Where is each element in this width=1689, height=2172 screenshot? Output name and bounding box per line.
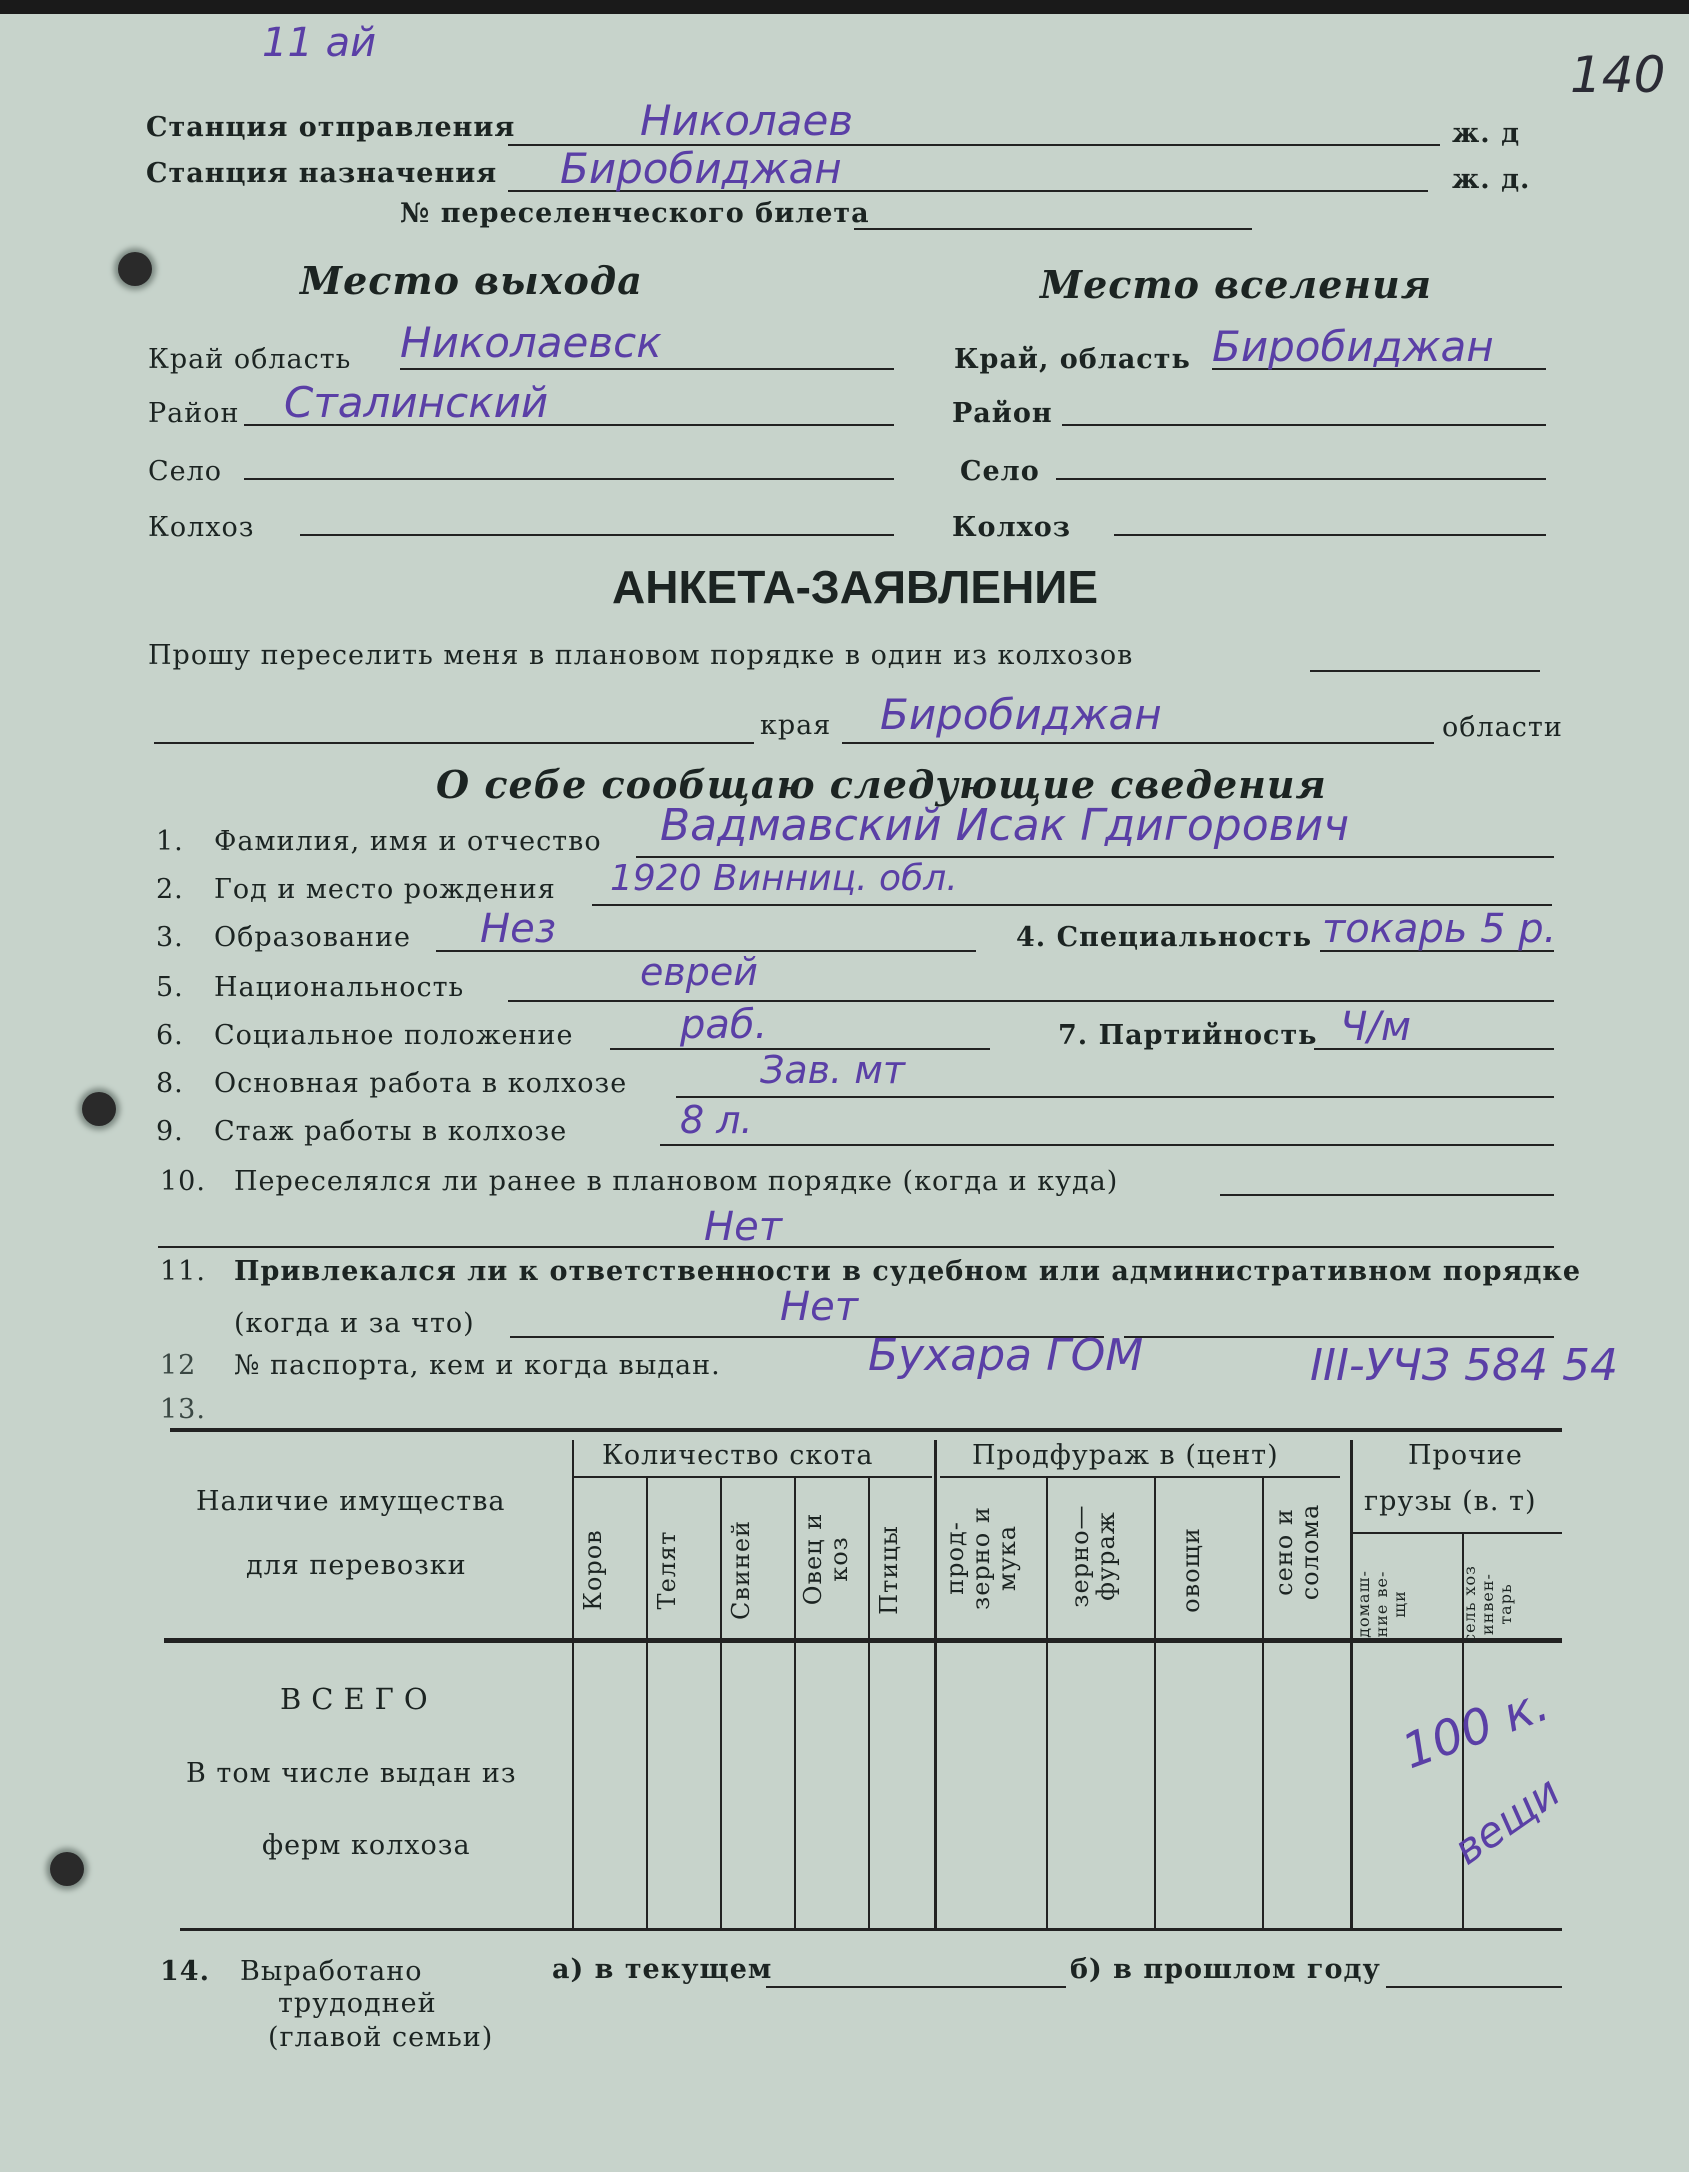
q8-label: Основная работа в колхозе [214, 1068, 628, 1099]
col-divider-4 [794, 1476, 796, 1928]
group-line-feed [940, 1476, 1340, 1478]
q5-line [508, 1000, 1554, 1002]
q9-line [660, 1144, 1554, 1146]
punch-hole-1 [118, 252, 152, 286]
q9-num: 9. [156, 1116, 184, 1147]
ticket-line [854, 228, 1252, 230]
q3-value: Нез [480, 906, 556, 952]
village-label-right: Село [960, 456, 1040, 487]
q4-label: 4. Специальность [1016, 922, 1313, 953]
q8-value: Зав. мт [760, 1048, 906, 1092]
row-header-1: Наличие имущества [196, 1486, 506, 1517]
q1-value: Вадмавский Исак Гдигорович [660, 800, 1350, 851]
issued-label-2: ферм колхоза [262, 1830, 471, 1861]
row-header-2: для перевозки [246, 1550, 467, 1581]
q6-value: раб. [680, 1002, 768, 1048]
q14-current-line [766, 1986, 1066, 1988]
q2-value: 1920 Винниц. обл. [610, 858, 958, 899]
q11-line-b [1124, 1336, 1554, 1338]
q9-label: Стаж работы в колхозе [214, 1116, 568, 1147]
rail-suffix-2: ж. д. [1452, 164, 1531, 195]
region-value-left: Николаевск [400, 318, 662, 367]
region-label-left: Край область [148, 344, 352, 375]
q14-num: 14. [160, 1956, 210, 1987]
q10-value: Нет [704, 1204, 782, 1250]
group-livestock: Количество скота [602, 1440, 874, 1471]
q2-label: Год и место рождения [214, 874, 556, 905]
station-departure-label: Станция отправления [146, 112, 516, 143]
total-label: ВСЕГО [280, 1682, 438, 1716]
issued-label-1: В том числе выдан из [186, 1758, 517, 1789]
q12-label: № паспорта, кем и когда выдан. [234, 1350, 721, 1381]
col-divider-8 [1154, 1476, 1156, 1928]
region-label-right: Край, область [954, 344, 1191, 375]
district-label-left: Район [148, 398, 240, 429]
corner-note: 11 ай [262, 20, 377, 66]
col-divider-9 [1262, 1476, 1264, 1928]
group-feed: Продфураж в (цент) [972, 1440, 1279, 1471]
district-value-left: Сталинский [284, 378, 549, 427]
col-grain-food: прод- зерно и мука [941, 1506, 1021, 1610]
q14-label-c: (главой семьи) [268, 2022, 494, 2053]
left-heading: Место выхода [300, 258, 643, 303]
q5-num: 5. [156, 972, 184, 1003]
q7-label: 7. Партийность [1058, 1020, 1318, 1051]
kolkhoz-line-right [1114, 534, 1546, 536]
col-birds: Птицы [875, 1525, 903, 1615]
group-line-livestock [574, 1476, 932, 1478]
kolkhoz-line-left [300, 534, 894, 536]
q3-num: 3. [156, 922, 184, 953]
q8-line [676, 1096, 1554, 1098]
col-divider-2 [646, 1476, 648, 1928]
q13-num: 13. [160, 1394, 206, 1425]
kolkhoz-label-right: Колхоз [952, 512, 1071, 543]
col-divider-3 [720, 1476, 722, 1928]
q10-line-2 [158, 1246, 1554, 1248]
q10-label: Переселялся ли ранее в плановом порядке (когда и куда) [234, 1166, 1119, 1197]
kolkhoz-label-left: Колхоз [148, 512, 255, 543]
request-text: Прошу переселить меня в плановом порядке в один из колхозов [148, 640, 1134, 671]
q1-num: 1. [156, 826, 184, 857]
station-departure-value: Николаев [640, 96, 854, 145]
q9-value: 8 л. [680, 1098, 753, 1142]
col-veg: овощи [1177, 1527, 1205, 1613]
q4-value: токарь 5 р. [1322, 906, 1557, 952]
kray-line [154, 742, 754, 744]
q11-num: 11. [160, 1256, 206, 1287]
q14-prev-line [1386, 1986, 1562, 1988]
col-hay: сено и солома [1270, 1503, 1324, 1601]
village-label-left: Село [148, 456, 223, 487]
rail-suffix-1: ж. д [1452, 118, 1521, 149]
table-top-border [170, 1428, 1562, 1432]
q2-num: 2. [156, 874, 184, 905]
request-line [1310, 670, 1540, 672]
group-line-other [1350, 1532, 1562, 1534]
cargo-amount: 100 к. [1394, 1675, 1557, 1781]
col-household: домаш- ние ве- щи [1354, 1570, 1409, 1638]
oblast-label: области [1442, 712, 1563, 743]
q6-num: 6. [156, 1020, 184, 1051]
col-calves: Телят [653, 1530, 681, 1610]
cargo-type: вещи [1444, 1766, 1569, 1875]
col-pigs: Свиней [727, 1519, 755, 1621]
q11-label: Привлекался ли к ответственности в судебном или административном порядке [234, 1256, 1582, 1287]
q14-label-a: Выработано [240, 1956, 423, 1987]
info-heading: О себе сообщаю следующие сведения [436, 762, 1327, 807]
col-grain-feed: зерно— фураж [1066, 1504, 1120, 1608]
col-cows: Коров [579, 1529, 607, 1611]
col-divider-1 [572, 1440, 574, 1928]
village-line-right [1056, 478, 1546, 480]
village-line-left [244, 478, 894, 480]
q11-value: Нет [780, 1284, 858, 1330]
oblast-line [842, 742, 1434, 744]
q14-label-b: трудодней [278, 1988, 437, 2019]
right-heading: Место вселения [1040, 262, 1432, 307]
q12-num: 12 [160, 1350, 197, 1381]
q5-value: еврей [640, 950, 758, 994]
q10-num: 10. [160, 1166, 206, 1197]
col-farm-tools: сель хоз инвен- тарь [1460, 1565, 1515, 1643]
group-other-2: грузы (в. т) [1364, 1486, 1537, 1517]
q7-value: Ч/м [1340, 1004, 1412, 1050]
region-line-left [400, 368, 894, 370]
passport-number: III-УЧЗ 584 54 [1310, 1340, 1618, 1391]
q14-current-label: а) в текущем [552, 1954, 773, 1985]
table-bottom-border [180, 1928, 1562, 1931]
passport-issuer: Бухара ГОМ [868, 1330, 1144, 1381]
punch-hole-2 [82, 1092, 116, 1126]
q3-label: Образование [214, 922, 412, 953]
group-other-1: Прочие [1408, 1440, 1523, 1471]
ticket-label: № переселенческого билета [400, 198, 870, 229]
q8-num: 8. [156, 1068, 184, 1099]
kray-label: края [760, 710, 832, 741]
q1-label: Фамилия, имя и отчество [214, 826, 602, 857]
q5-label: Национальность [214, 972, 465, 1003]
page-number: 140 [1570, 46, 1666, 104]
q6-label: Социальное положение [214, 1020, 574, 1051]
kray-value: Биробиджан [880, 690, 1162, 739]
q11-label-2: (когда и за что) [234, 1308, 475, 1339]
district-line-right [1062, 424, 1546, 426]
station-arrival-value: Биробиджан [560, 144, 842, 193]
form-title: АНКЕТА-ЗАЯВЛЕНИЕ [612, 561, 1099, 613]
q14-prev-label: б) в прошлом году [1070, 1954, 1381, 1985]
q10-line [1220, 1194, 1554, 1196]
punch-hole-3 [50, 1852, 84, 1886]
col-divider-7 [1046, 1476, 1048, 1928]
region-value-right: Биробиджан [1212, 322, 1494, 371]
station-arrival-label: Станция назначения [146, 158, 498, 189]
district-label-right: Район [952, 398, 1053, 429]
col-sheep: Овец и коз [799, 1512, 853, 1606]
